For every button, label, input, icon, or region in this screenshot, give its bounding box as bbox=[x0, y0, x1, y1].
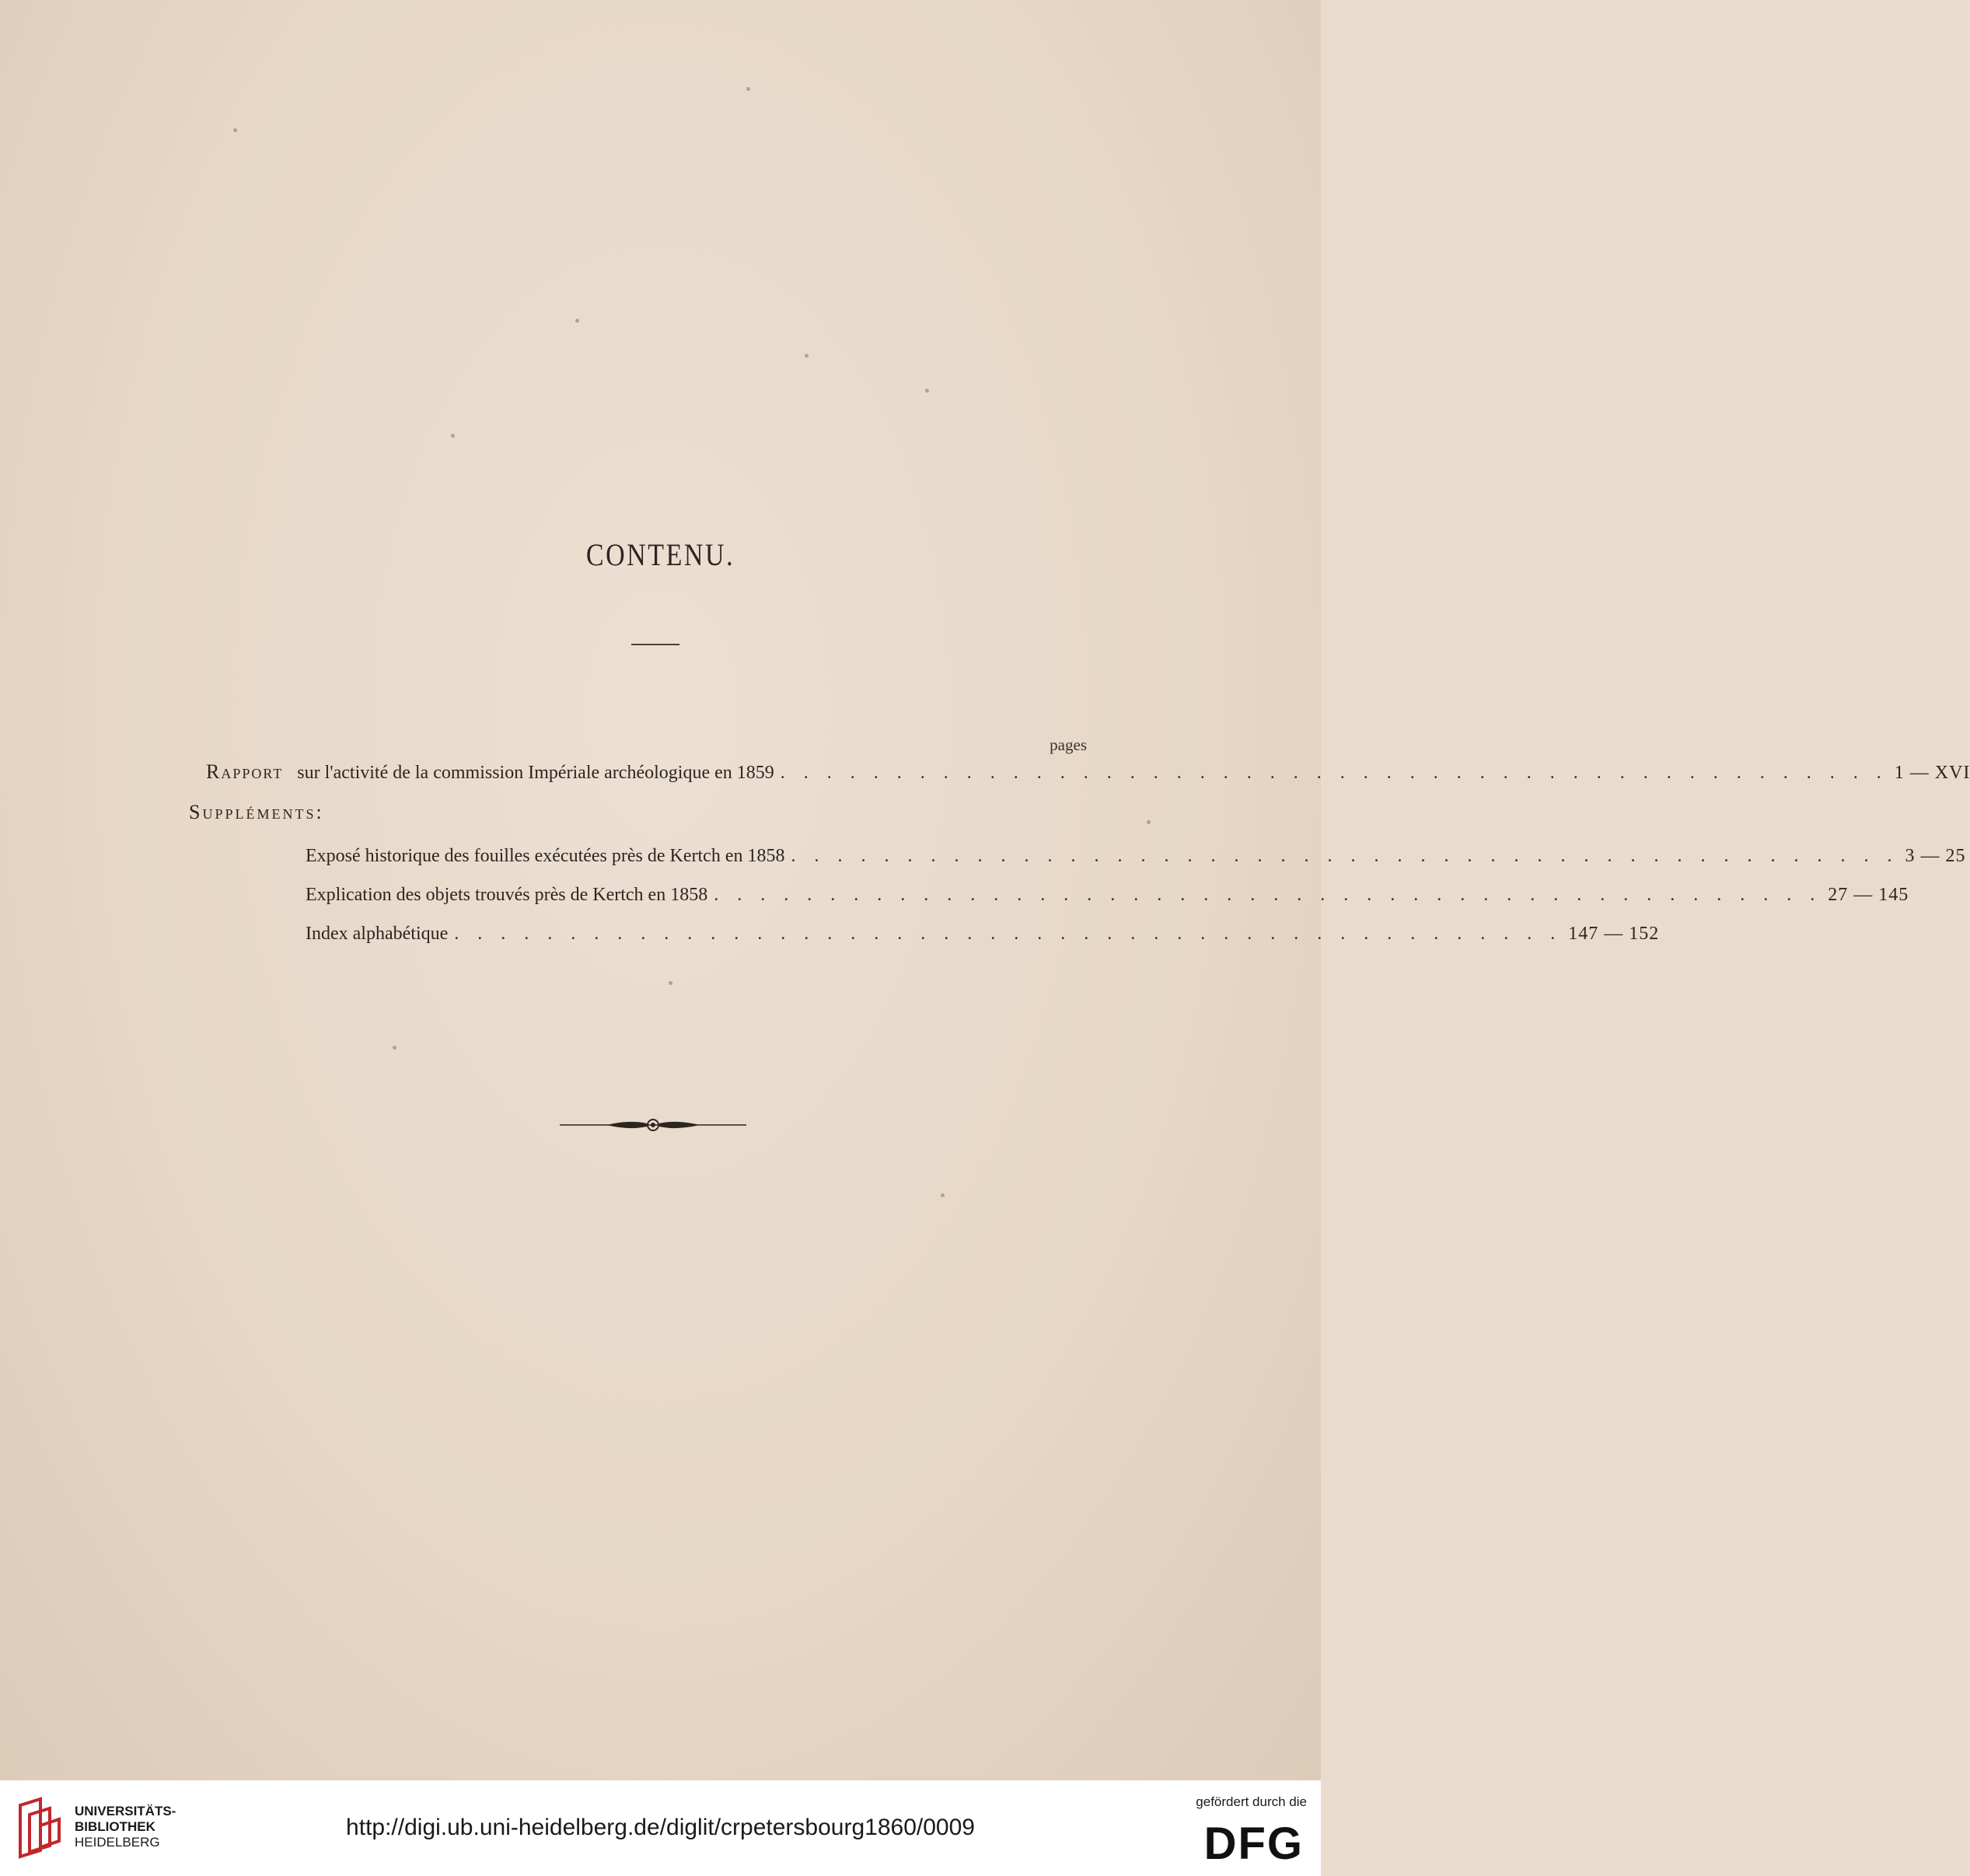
leader-dots: . . . . . . . . . . . . . . . . . . . . . . . . . . . . . . . . . . . . . . . . . . . . . . . . bbox=[780, 763, 1888, 783]
leader-dots: . . . . . . . . . . . . . . . . . . . . . . . . . . . . . . . . . . . . . . . . . . . . . . . . bbox=[454, 924, 1563, 944]
leader-dots: . . . . . . . . . . . . . . . . . . . . . . . . . . . . . . . . . . . . . . . . . . . . . . . . bbox=[714, 885, 1822, 905]
toc-entry-lead: Rapport bbox=[206, 760, 284, 783]
library-name-line: BIBLIOTHEK bbox=[75, 1819, 155, 1834]
document-url[interactable]: http://digi.ub.uni-heidelberg.de/diglit/crpetersbourg1860/0009 bbox=[346, 1815, 975, 1840]
toc-entry-pages: 147 — 152 bbox=[1568, 924, 1660, 944]
toc-entry bbox=[306, 924, 1660, 950]
leader-dots: . . . . . . . . . . . . . . . . . . . . . . . . . . . . . . . . . . . . . . . . . . . . . . . . bbox=[791, 846, 1899, 866]
toc-entry-text: Explication des objets trouvés près de Kertch en 1858 bbox=[306, 885, 708, 905]
toc-entry-text: Index alphabétique bbox=[306, 924, 449, 944]
decorative-ornament bbox=[560, 1113, 746, 1137]
toc-entry-pages: 27 — 145 bbox=[1828, 885, 1909, 905]
toc-entry-pages: 1 — XVI bbox=[1894, 763, 1970, 783]
toc-entry-text: Exposé historique des fouilles exécutées près de Kertch en 1858 bbox=[306, 846, 785, 866]
page-title: CONTENU. bbox=[585, 537, 735, 572]
supplements-heading: Suppléments: bbox=[189, 801, 324, 823]
library-name-line: HEIDELBERG bbox=[75, 1835, 160, 1850]
pages-column-header: pages bbox=[1050, 735, 1087, 754]
toc-entry-pages: 3 — 25 bbox=[1905, 846, 1966, 866]
toc-entry bbox=[306, 846, 1966, 872]
digitization-footer bbox=[0, 1780, 1321, 1876]
library-name-line: UNIVERSITÄTS- bbox=[75, 1804, 176, 1818]
dfg-logo: DFG bbox=[1203, 1818, 1304, 1869]
toc-entry-text: sur l'activité de la commission Impériale archéologique en 1859 bbox=[297, 763, 774, 783]
funding-text: gefördert durch die bbox=[1196, 1794, 1307, 1809]
toc-entry bbox=[206, 760, 1970, 787]
title-divider bbox=[631, 644, 679, 645]
toc-entry bbox=[306, 885, 1909, 911]
